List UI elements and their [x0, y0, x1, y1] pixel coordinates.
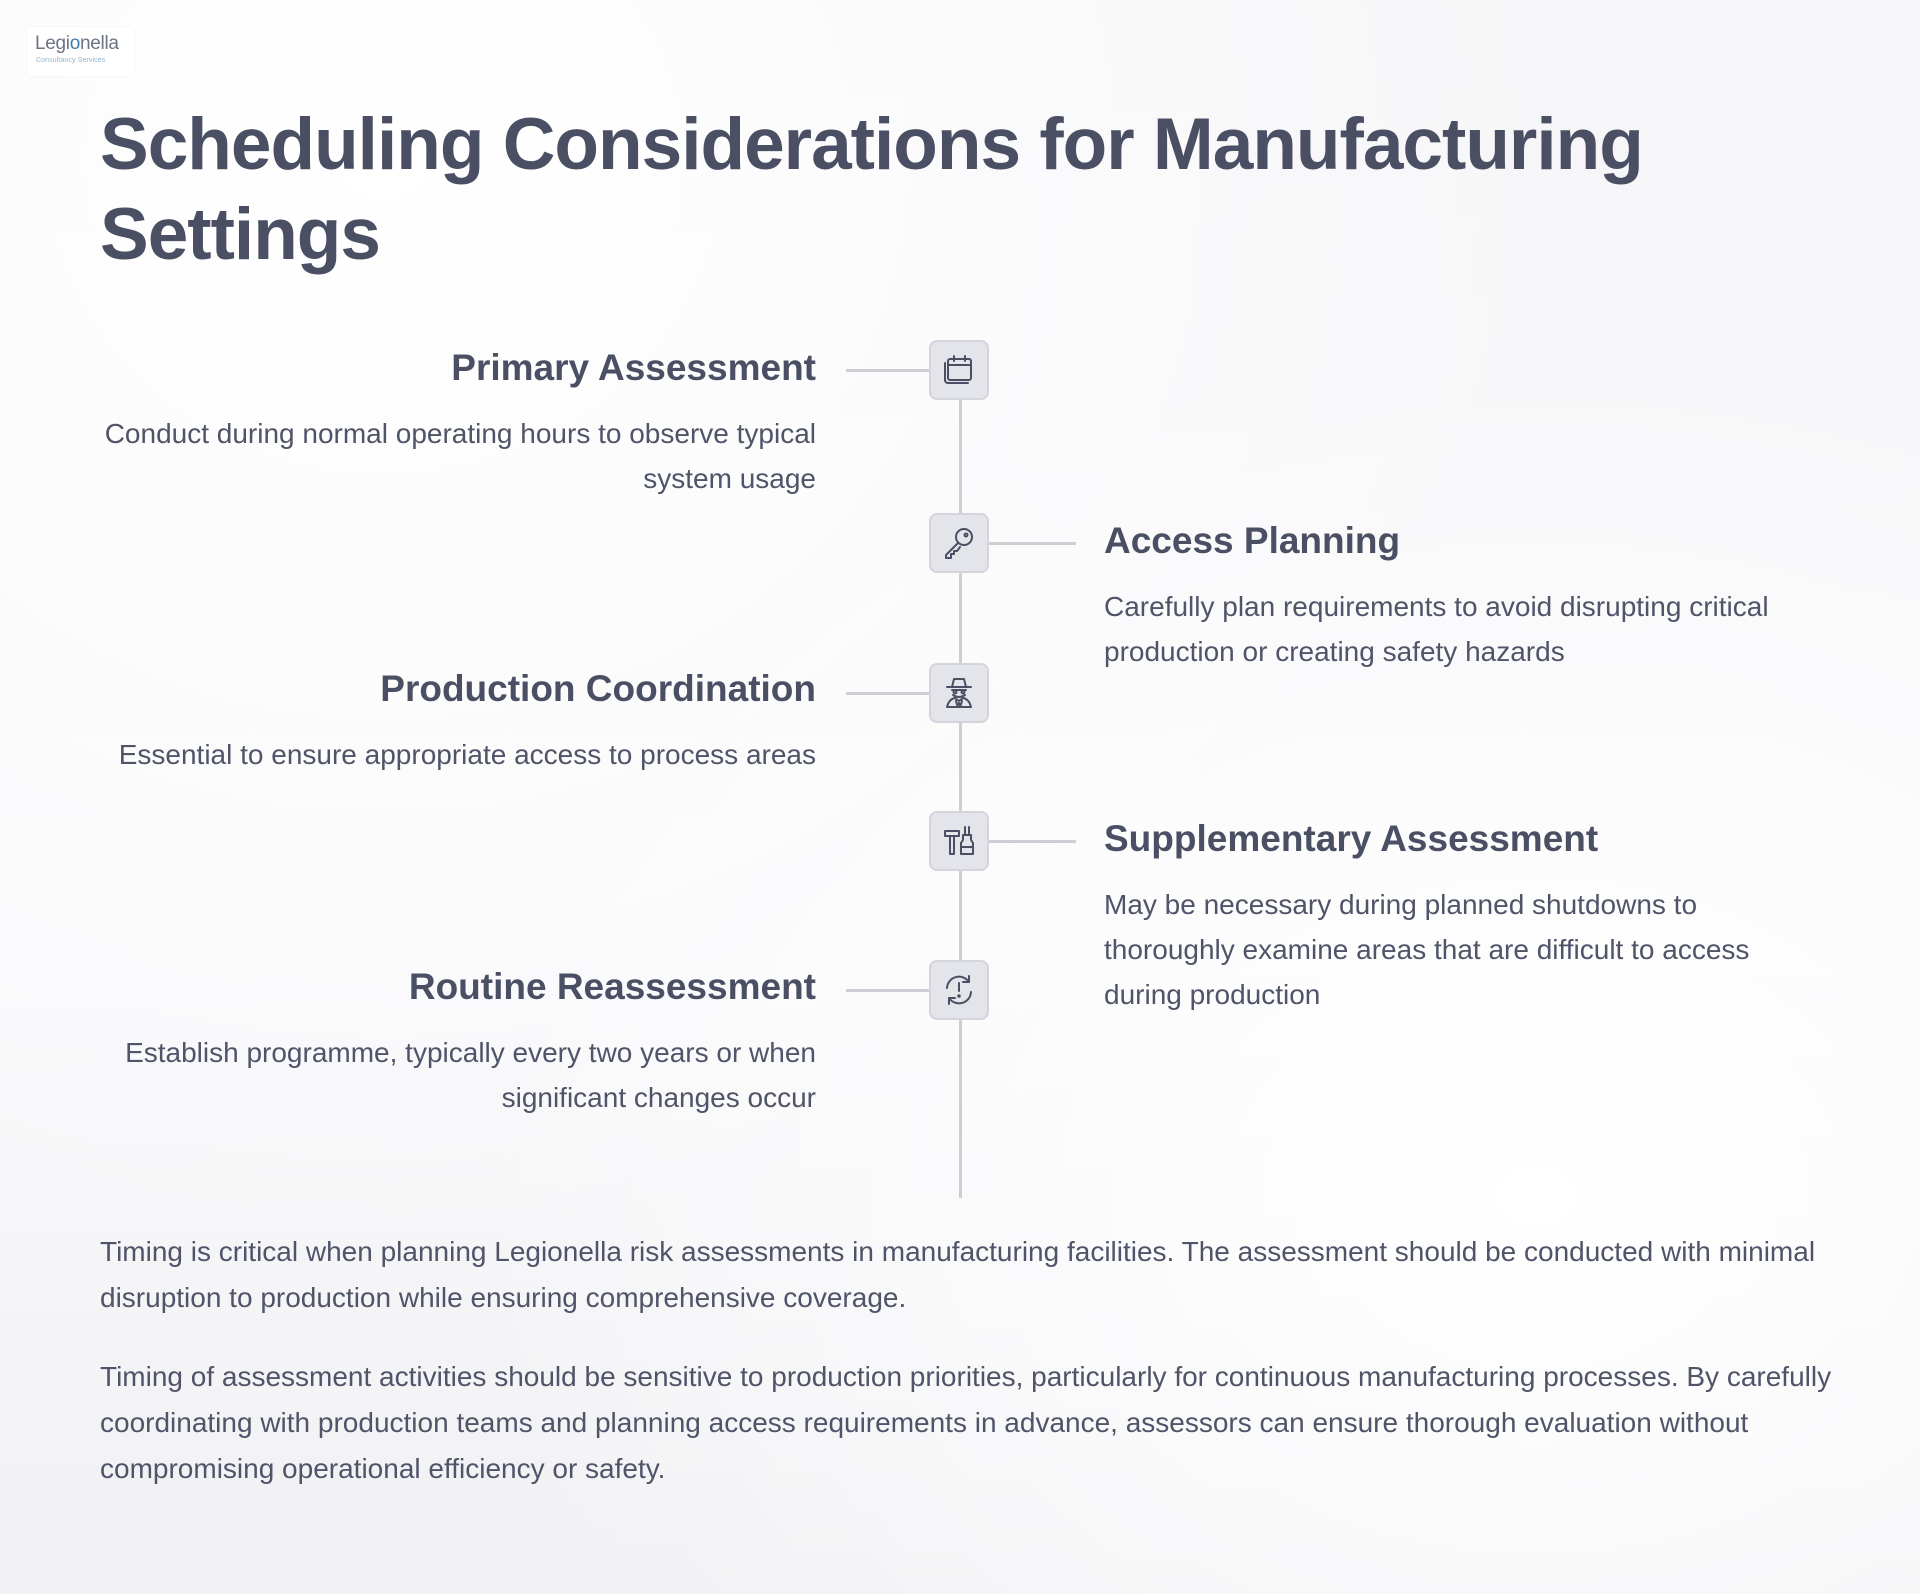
timeline-connector — [846, 692, 929, 695]
page-title: Scheduling Considerations for Manufacturing Settings — [100, 104, 1643, 275]
logo-name-prefix: Legi — [35, 33, 70, 54]
intro-paragraph: Timing is critical when planning Legionella risk assessments in manufacturing facilities. The assessment should be conducted with minimal disruption to production while ensuring comprehensive coverage. — [100, 1236, 1816, 1313]
timeline-item-description: Essential to ensure appropriate access to process areas — [118, 739, 816, 770]
timeline-connector — [989, 542, 1076, 545]
timeline-item-title: Production Coordination — [380, 668, 816, 709]
body-paragraph: Timing of assessment activities should be sensitive to production priorities, particularly for continuous manufacturing processes. By carefully coordinating with production teams and planning access requirements in advance, assessors can ensure thorough evaluation without compromising operational efficiency or safety. — [100, 1361, 1832, 1484]
logo-name-suffix: nella — [80, 33, 119, 54]
timeline-line — [959, 370, 962, 1198]
timeline-item-title: Access Planning — [1104, 520, 1401, 561]
timeline-node — [929, 811, 989, 871]
timeline-connector — [846, 989, 929, 992]
timeline-connector — [846, 369, 929, 372]
timeline-item-title: Routine Reassessment — [408, 966, 816, 1007]
timeline-node — [929, 513, 989, 573]
refresh-alert-icon — [939, 970, 979, 1010]
logo-subtitle: Consultancy Services — [36, 57, 106, 64]
tools-icon — [939, 821, 979, 861]
worker-icon — [939, 673, 979, 713]
timeline-item-title: Primary Assessment — [451, 347, 816, 388]
logo-name-o: o — [69, 33, 81, 54]
timeline-item-description: May be necessary during planned shutdowns to thoroughly examine areas that are difficult to access during production — [1104, 889, 1750, 1010]
timeline-item-description: Conduct during normal operating hours to observe typical system usage — [104, 418, 816, 494]
key-icon — [939, 523, 979, 563]
timeline-item-title: Supplementary Assessment — [1104, 818, 1599, 859]
timeline-node — [929, 340, 989, 400]
timeline-connector — [989, 840, 1076, 843]
timeline-node — [929, 960, 989, 1020]
calendar-icon — [939, 350, 979, 390]
timeline-item-description: Carefully plan requirements to avoid disrupting critical production or creating safety hazards — [1104, 591, 1769, 667]
logo-name — [35, 33, 119, 55]
timeline-node — [929, 663, 989, 723]
timeline-item-description: Establish programme, typically every two years or when significant changes occur — [125, 1037, 816, 1113]
company-logo — [27, 27, 134, 76]
